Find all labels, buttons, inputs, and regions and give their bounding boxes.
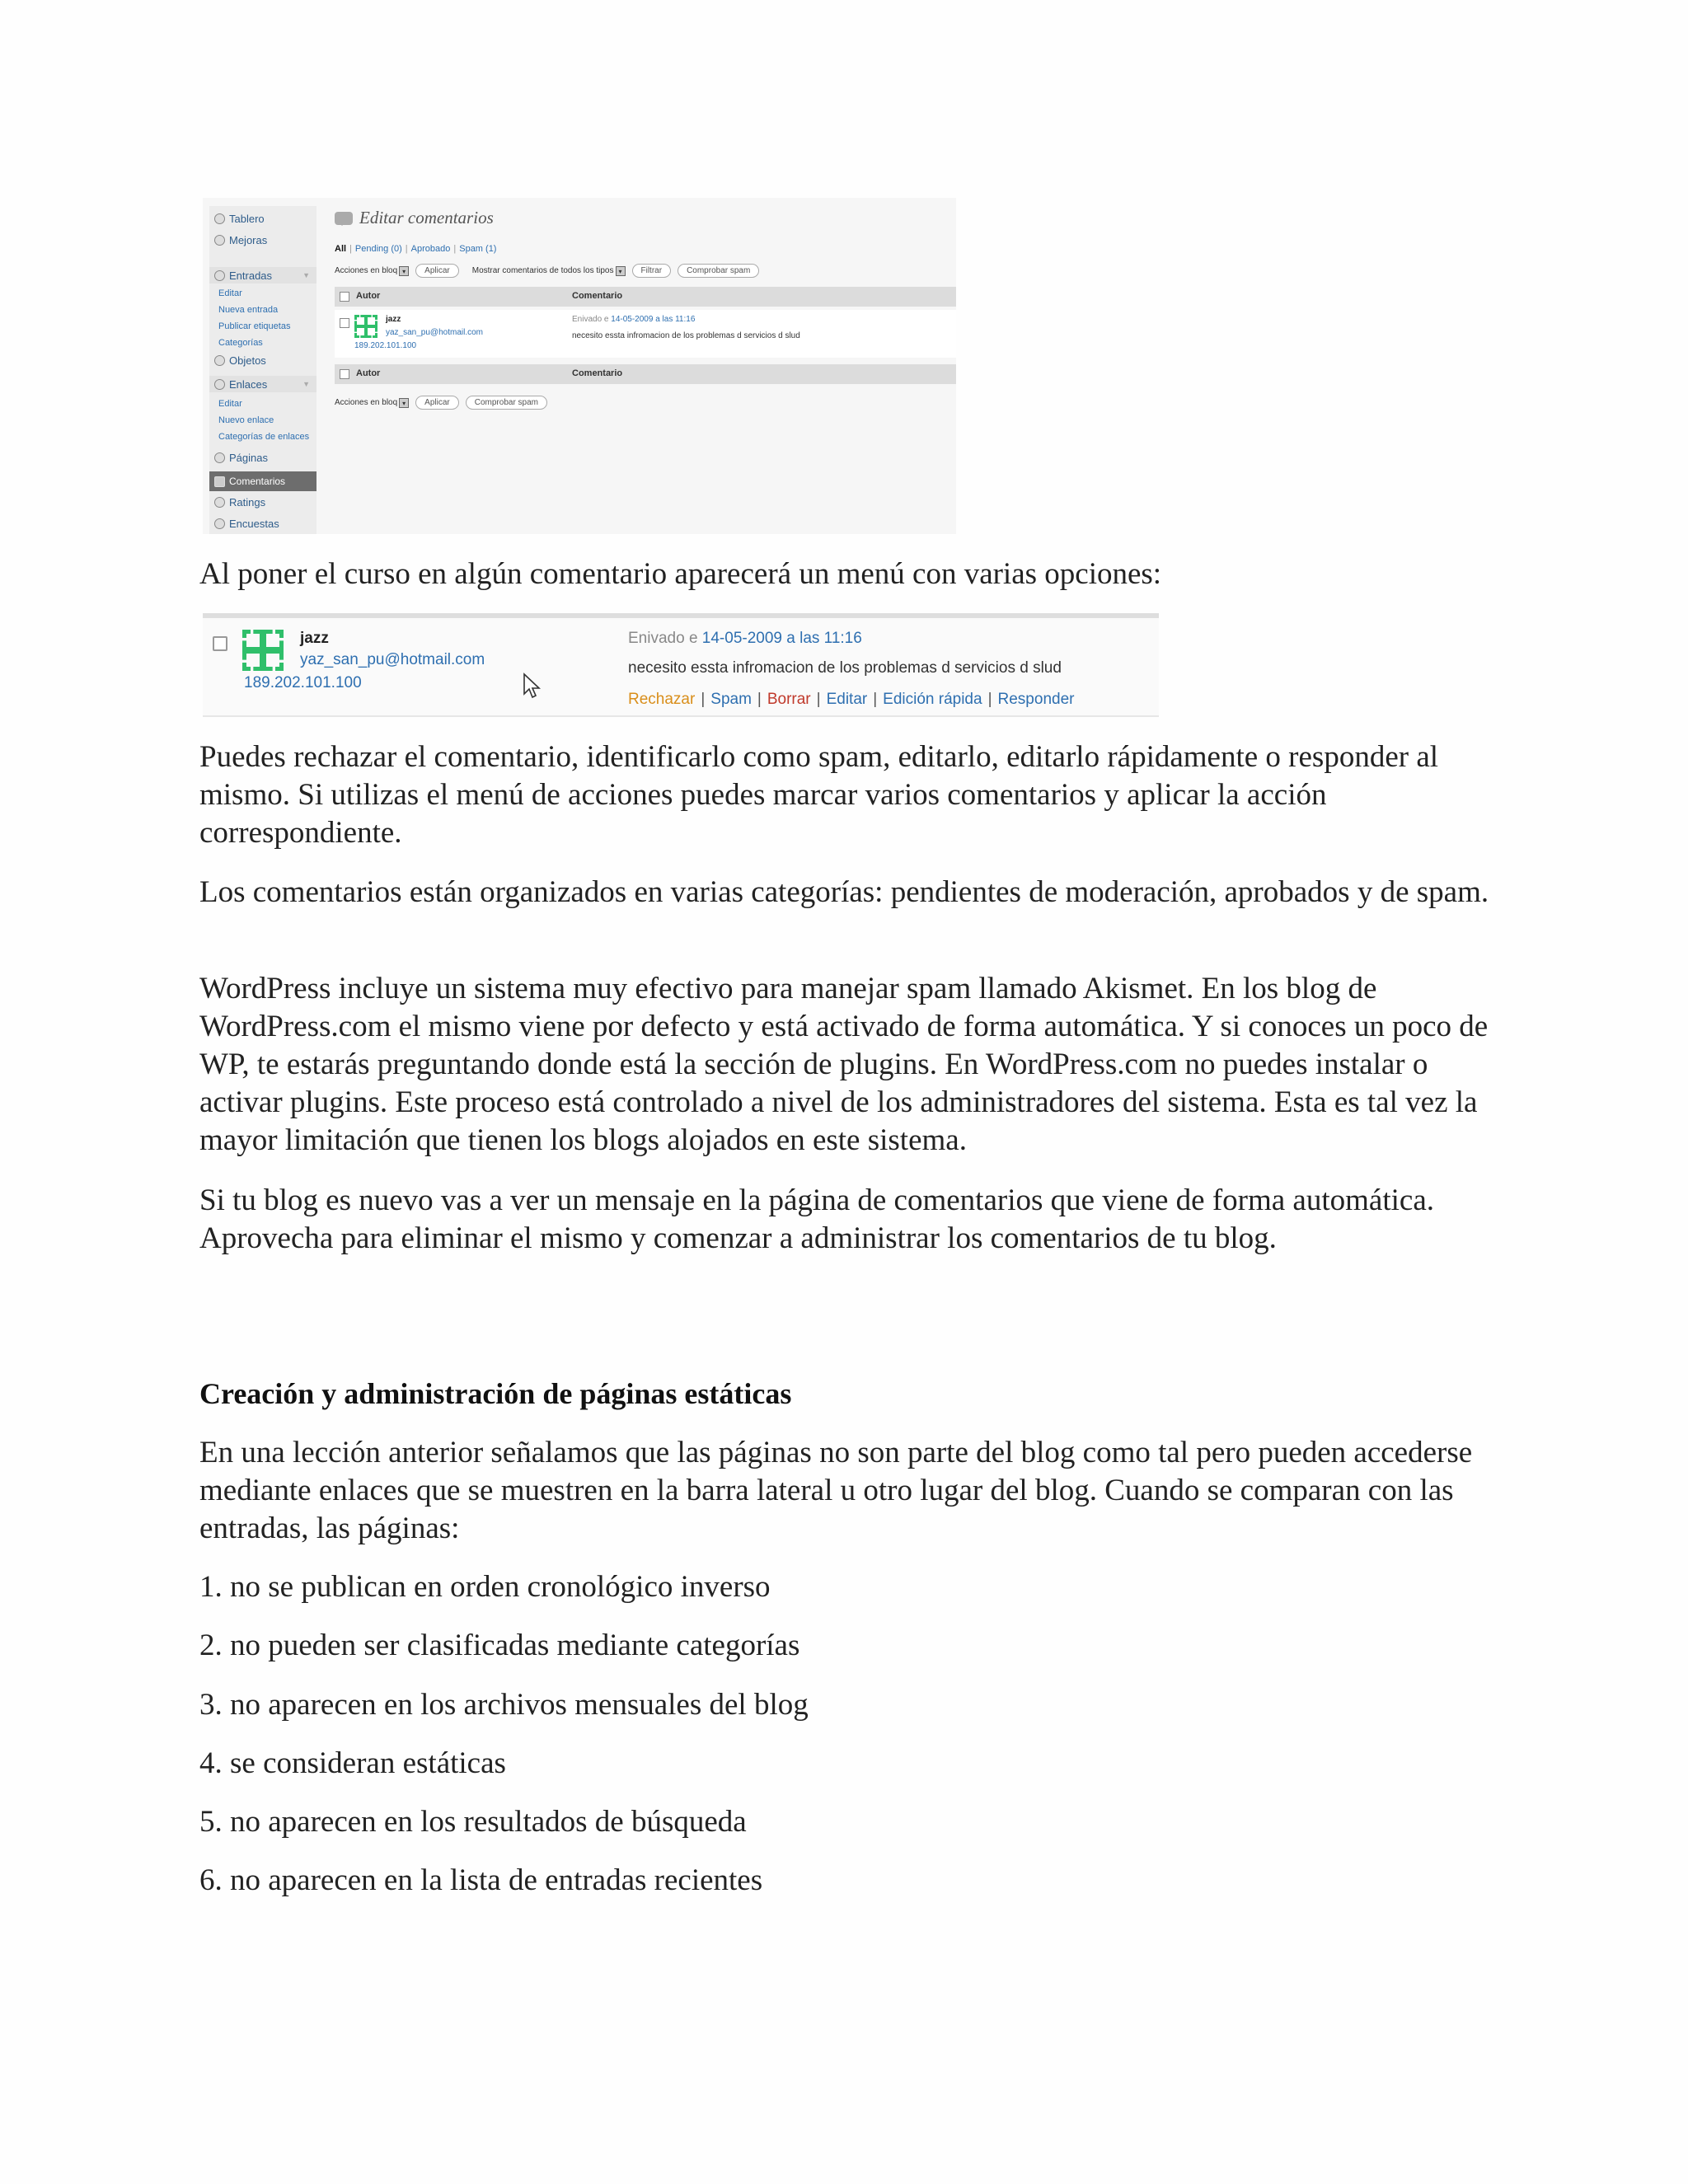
sidebar-item-mejoras[interactable]: Mejoras bbox=[214, 234, 267, 246]
sent-date: Enivado e 14-05-2009 a las 11:16 bbox=[572, 315, 696, 324]
ratings-icon bbox=[214, 497, 225, 508]
select-all-checkbox[interactable] bbox=[340, 292, 349, 302]
list-item: 3. no aparecen en los archivos mensuales del blog bbox=[199, 1688, 809, 1722]
sidebar-subitem[interactable]: Categorías de enlaces bbox=[218, 432, 310, 442]
avatar bbox=[242, 630, 284, 671]
author-email-link[interactable]: yaz_san_pu@hotmail.com bbox=[300, 651, 485, 668]
media-icon bbox=[214, 355, 225, 366]
chevron-down-icon: ▼ bbox=[302, 271, 310, 279]
sidebar-item-entradas[interactable]: Entradas ▼ bbox=[209, 267, 316, 284]
admin-main bbox=[335, 198, 956, 534]
paragraph-pages-intro: En una lección anterior señalamos que las páginas no son parte del blog como tal pero pueden accederse mediante enlaces que se muestren en la barra lateral u otro lugar del blog. Cuando se comparan con las entradas, las páginas: bbox=[199, 1436, 1473, 1545]
sidebar-item-objetos[interactable]: Objetos bbox=[214, 354, 266, 367]
list-item: 5. no aparecen en los resultados de búsqueda bbox=[199, 1805, 747, 1839]
list-item: 6. no aparecen en la lista de entradas recientes bbox=[199, 1863, 763, 1897]
list-item: 4. se consideran estáticas bbox=[199, 1746, 506, 1780]
paragraph-akismet: WordPress incluye un sistema muy efectivo para manejar spam llamado Akismet. En los blog de WordPress.com el mismo viene por defecto y está activado de forma automática. Y si conoces un poco de WP, te estarás preguntando donde está la sección de plugins. En WordPress.com no puedes instalar o activar plugins. Este proceso está controlado a nivel de los administradores del sistema. Esta es tal vez la mayor limitación que tienen los blogs alojados en este sistema. bbox=[199, 972, 1489, 1157]
comment-icon bbox=[214, 476, 225, 487]
comment-icon bbox=[335, 212, 353, 225]
list-item: 2. no pueden ser clasificadas mediante categorías bbox=[199, 1629, 800, 1662]
sidebar-subitem[interactable]: Nueva entrada bbox=[218, 305, 279, 315]
comment-type-select[interactable]: Mostrar comentarios de todos los tipos ▾ bbox=[472, 266, 626, 276]
spam-link[interactable]: Spam bbox=[710, 691, 752, 708]
quick-edit-link[interactable]: Edición rápida bbox=[883, 691, 982, 708]
comment-text: necesito essta infromacion de los problemas d servicios d slud bbox=[628, 659, 1062, 677]
chevron-down-icon: ▼ bbox=[302, 380, 310, 388]
link-icon bbox=[214, 379, 225, 390]
chevron-down-icon: ▾ bbox=[399, 266, 409, 276]
apply-button[interactable]: Aplicar bbox=[415, 264, 459, 278]
hover-row-screenshot: jazz yaz_san_pu@hotmail.com 189.202.101.100 Enivado e 14-05-2009 a las 11:16 necesito essta infromacion de los problemas d servicios d slud Rechazar | Spam | Borrar | Editar | Edición rápida | Responder bbox=[203, 613, 1159, 717]
sent-date: Enivado e 14-05-2009 a las 11:16 bbox=[628, 630, 862, 647]
admin-sidebar bbox=[209, 206, 316, 534]
comment-text: necesito essta infromacion de los problemas d servicios d slud bbox=[572, 331, 800, 340]
paragraph-new-blog: Si tu blog es nuevo vas a ver un mensaje en la página de comentarios que viene de forma automática. Aprovecha para eliminar el mismo y comenzar a administrar los comentarios de tu blog. bbox=[199, 1183, 1434, 1255]
avatar bbox=[354, 315, 377, 338]
table-row: jazz yaz_san_pu@hotmail.com 189.202.101.100 Enivado e 14-05-2009 a las 11:16 necesito essta infromacion de los problemas d servicios d slud bbox=[335, 310, 956, 358]
row-actions: Rechazar | Spam | Borrar | Editar | Edición rápida | Responder bbox=[628, 691, 1075, 708]
row-checkbox[interactable] bbox=[213, 636, 227, 651]
filter-pending[interactable]: Pending (0) bbox=[354, 244, 402, 254]
bulk-actions-select[interactable]: Acciones en bloq ▾ bbox=[335, 398, 409, 408]
sidebar-item-paginas[interactable]: Páginas bbox=[214, 452, 268, 464]
author-email-link[interactable]: yaz_san_pu@hotmail.com bbox=[386, 328, 483, 337]
bulk-actions-select[interactable]: Acciones en bloq ▾ bbox=[335, 266, 409, 276]
check-spam-button[interactable]: Comprobar spam bbox=[466, 396, 547, 410]
author-ip-link[interactable]: 189.202.101.100 bbox=[354, 341, 417, 350]
pin-icon bbox=[214, 270, 225, 281]
edit-link[interactable]: Editar bbox=[826, 691, 868, 708]
check-spam-button[interactable]: Comprobar spam bbox=[678, 264, 759, 278]
page-title: Editar comentarios bbox=[335, 208, 494, 228]
bottom-toolbar bbox=[335, 396, 547, 410]
sidebar-subitem[interactable]: Categorías bbox=[218, 338, 263, 348]
chevron-down-icon: ▾ bbox=[616, 266, 626, 276]
top-toolbar bbox=[335, 264, 759, 278]
sidebar-item-ratings[interactable]: Ratings bbox=[214, 496, 265, 509]
comment-filters: All | Pending (0) | Aprobado | Spam (1) bbox=[335, 244, 497, 254]
sidebar-subitem[interactable]: Editar bbox=[218, 288, 242, 298]
section-heading: Creación y administración de páginas estáticas bbox=[199, 1377, 792, 1410]
author-ip-link[interactable]: 189.202.101.100 bbox=[244, 674, 362, 691]
reject-link[interactable]: Rechazar bbox=[628, 691, 696, 708]
apply-button[interactable]: Aplicar bbox=[415, 396, 459, 410]
paragraph-actions: Puedes rechazar el comentario, identificarlo como spam, editarlo, editarlo rápidamente o responder al mismo. Si utilizas el menú de acciones puedes marcar varios comentarios y aplicar la acción correspondiente. bbox=[199, 740, 1439, 850]
sidebar-item-enlaces[interactable]: Enlaces ▼ bbox=[209, 376, 316, 392]
sidebar-item-tablero[interactable]: Tablero bbox=[214, 213, 265, 225]
filter-button[interactable]: Filtrar bbox=[632, 264, 672, 278]
filter-spam[interactable]: Spam (1) bbox=[459, 244, 497, 254]
list-item: 1. no se publican en orden cronológico inverso bbox=[199, 1570, 771, 1604]
row-checkbox[interactable] bbox=[340, 318, 349, 328]
paragraph-categories: Los comentarios están organizados en varias categorías: pendientes de moderación, aprobados y de spam. bbox=[199, 875, 1489, 909]
paragraph-hover: Al poner el curso en algún comentario aparecerá un menú con varias opciones: bbox=[199, 557, 1162, 591]
sidebar-item-comentarios[interactable]: Comentarios bbox=[209, 471, 316, 491]
table-header: Autor Comentario bbox=[335, 287, 956, 307]
sidebar-item-encuestas[interactable]: Encuestas bbox=[214, 518, 279, 530]
sidebar-subitem[interactable]: Publicar etiquetas bbox=[218, 321, 291, 331]
page-icon bbox=[214, 452, 225, 463]
admin-screenshot bbox=[203, 198, 956, 534]
filter-approved[interactable]: Aprobado bbox=[410, 244, 451, 254]
filter-all[interactable]: All bbox=[335, 244, 347, 254]
table-footer: Autor Comentario bbox=[335, 364, 956, 384]
upgrade-icon bbox=[214, 235, 225, 246]
polls-icon bbox=[214, 518, 225, 529]
mouse-cursor-icon bbox=[523, 673, 544, 699]
sidebar-subitem[interactable]: Nuevo enlace bbox=[218, 415, 274, 425]
select-all-checkbox[interactable] bbox=[340, 369, 349, 379]
reply-link[interactable]: Responder bbox=[997, 691, 1075, 708]
chevron-down-icon: ▾ bbox=[399, 398, 409, 408]
sidebar-subitem[interactable]: Editar bbox=[218, 399, 242, 409]
home-icon bbox=[214, 213, 225, 224]
delete-link[interactable]: Borrar bbox=[767, 691, 811, 708]
